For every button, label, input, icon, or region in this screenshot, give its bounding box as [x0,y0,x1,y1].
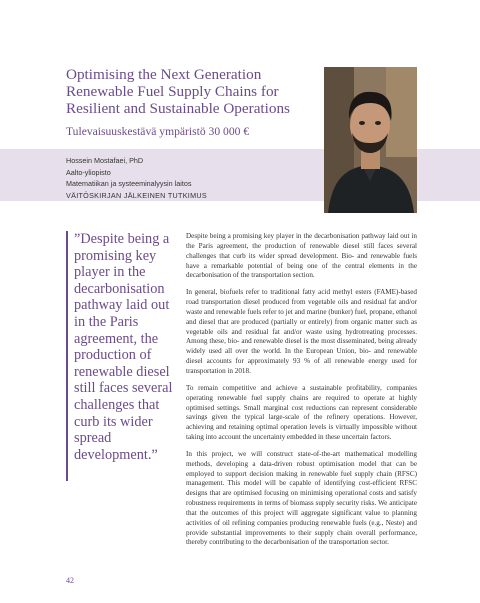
paragraph: In this project, we will construct state-of-the-art mathematical modelling methods, developing a data-driven robust optimisation model that can be employed to support decision making in renewable fuel supply chain (RFSC) management. This model will be capable of identifying cost-efficient RFSC designs that are optimised focusing on minimising operational costs and satisfy robustness requirements in terms of biomass supply security risks. We anticipate that the outcomes of this project will aggregate significant value to planning activities of oil refining companies producing renewable fuels (e.g., Neste) and provide substantial improvements to their supply chain overall performance, thereby contributing to the decarbonisation of the transportation sector. [186,449,417,547]
researcher-name: Hossein Mostafaei, PhD [66,156,144,165]
paragraph: Despite being a promising key player in the decarbonisation pathway laid out in the Paris agreement, the production of renewable diesel still faces several challenges that curb its wider spread development. Bio- and renewable fuels have a remarkable potential of being one of the central elements in the decarbonisation of the transportation section. [186,232,417,280]
paragraph: In general, biofuels refer to traditional fatty acid methyl esters (FAME)-based road transportation diesel produced from vegetable oils and residual fat and/or waste and renewable fuels refer to jet and marine (bunker) fuel, propane, ethanol and diesel that are produced (partially or entirely) from organic matter such as vegetable oils and residual fat and/or waste using hydrotreating processes. Among these, bio- and renewable diesel is the most disseminated, being already widely used all over the world. In the European Union, bio- and renewable diesel accounts for approximately 93 % of all renewable energy used for transportation in 2018. [186,288,417,375]
funding-subtitle: Tulevaisuuskestävä ympäristö 30 000 € [66,125,250,138]
department-name: Matematiikan ja systeeminalyysin laitos [66,179,192,188]
paragraph: To remain competitive and achieve a sustainable profitability, companies operating renewable fuel supply chains are required to operate at highly optimised settings. Small marginal cost reductions can represent considerable savings given the typical large-scale of the refinery operations. However, achieving and retaining optimal operation levels is virtually impossible without taking into account the uncertainty embedded in these uncertain factors. [186,383,417,442]
research-category: VÄITÖSKIRJAN JÄLKEINEN TUTKIMUS [66,190,207,200]
researcher-info [66,155,326,201]
page-title: Optimising the Next Generation Renewable Fuel Supply Chains for Resilient and Sustainable Operations [66,66,290,117]
university-name: Aalto-yliopisto [66,167,111,177]
portrait-image [324,67,417,213]
pull-quote: ”Despite being a promising key player in the decarbonisation pathway laid out in the Paris agreement, the production of renewable diesel still faces several challenges that curb its wider spread development.” [74,231,173,463]
article-body [186,232,417,555]
page-number: 42 [66,576,74,585]
researcher-photo [324,67,417,213]
